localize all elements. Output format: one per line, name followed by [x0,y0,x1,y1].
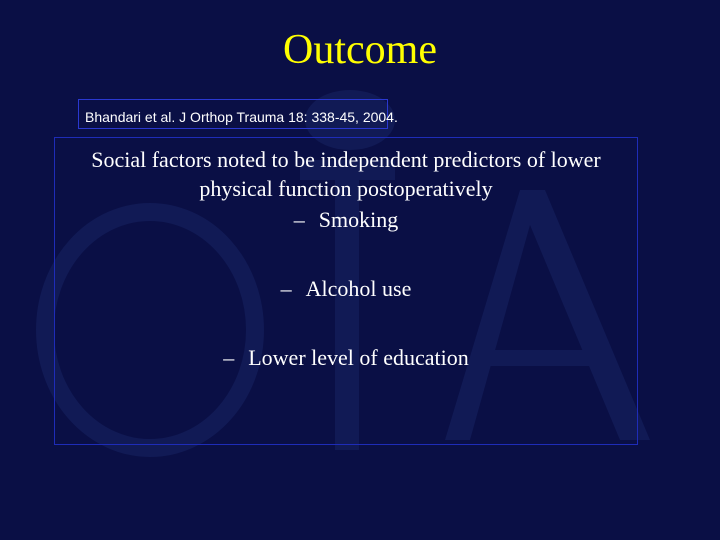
main-bullet-text: Social factors noted to be independent predictors of lower physical function postoperatively [91,147,601,201]
sub-bullet-marker: – [280,276,292,301]
sub-bullet-education [60,344,632,372]
citation-text: Bhandari et al. J Orthop Trauma 18: 338-45, 2004. [85,109,398,125]
sub-bullet-marker: – [223,345,235,370]
sub-bullet-smoking [60,206,632,234]
sub-bullet-alcohol [60,275,632,303]
slide-title: Outcome [283,27,437,73]
sub-bullet-label: Alcohol use [305,276,412,301]
sub-bullet-marker: – [293,207,305,232]
sub-bullet-label: Lower level of education [248,345,469,370]
sub-bullet-label: Smoking [318,207,399,232]
